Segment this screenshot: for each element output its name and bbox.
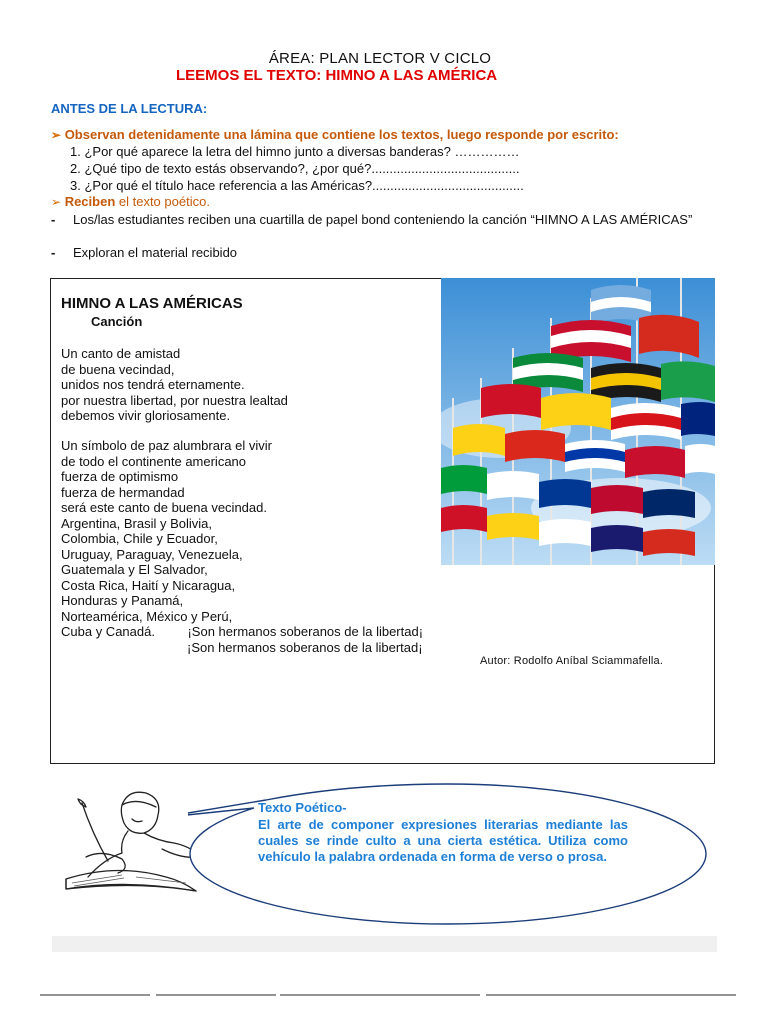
reading-title: LEEMOS EL TEXTO: HIMNO A LAS AMÉRICA bbox=[176, 67, 498, 84]
before-reading-heading: ANTES DE LA LECTURA: bbox=[51, 101, 208, 116]
poem-stanza-2: Un símbolo de paz alumbrara el vivir de todo el continente americano fuerza de optimismo fuerza de hermandad será este canto de buena vecindad. Argentina, Brasil y Bolivia, Colombia, Chile y Ecuador, Uruguay, Paraguay, Venezuela, Guatemala y El Salvador, Costa Rica, Haití y Nicaragua, Honduras y Panamá, Norteamérica, México y Perú, Cuba y Canadá. ¡Son hermanos soberanos de la libertad¡ bbox=[61, 438, 424, 639]
flags-photo bbox=[441, 278, 715, 565]
receive-bold: Reciben bbox=[64, 194, 116, 209]
callout-title: Texto Poético- bbox=[258, 800, 347, 815]
receive-rest: el texto poético. bbox=[115, 194, 210, 209]
callout-body: El arte de componer expresiones literarias mediante las cuales se rinde culto a una cierta estética. Utiliza como vehículo la palabra ordenada en forma de verso o prosa. bbox=[258, 817, 628, 864]
arrow-bullet-icon: ➢ bbox=[51, 195, 62, 209]
dash-bullet: - bbox=[51, 245, 56, 260]
list-item bbox=[51, 212, 715, 227]
receive-line bbox=[51, 194, 210, 209]
observe-instruction bbox=[51, 127, 619, 142]
question-1: 1. ¿Por qué aparece la letra del himno junto a diversas banderas? …………… bbox=[70, 144, 520, 159]
poem-subtitle: Canción bbox=[91, 314, 143, 329]
list-item bbox=[51, 245, 237, 260]
poem-stanza-1: Un canto de amistad de buena vecindad, unidos nos tendrá eternamente. por nuestra libertad, por nuestra lealtad debemos vivir gloriosamente. bbox=[61, 346, 288, 423]
poem-author: Autor: Rodolfo Aníbal Sciammafella. bbox=[480, 655, 664, 667]
question-3: 3. ¿Por qué el título hace referencia a las Américas?.......................................... bbox=[70, 178, 524, 193]
bottom-divider bbox=[40, 994, 736, 996]
question-2: 2. ¿Qué tipo de texto estás observando?, ¿por qué?......................................... bbox=[70, 161, 520, 176]
dash-bullet: - bbox=[51, 212, 56, 227]
list-item-text: Exploran el material recibido bbox=[73, 245, 238, 260]
list-item-text: Los/las estudiantes reciben una cuartilla de papel bond conteniendo la canción “HIMNO A LAS AMÉRICAS” bbox=[73, 212, 693, 227]
poem-title: HIMNO A LAS AMÉRICAS bbox=[61, 295, 243, 312]
divider-band bbox=[52, 936, 717, 952]
instruction-text: Observan detenidamente una lámina que contiene los textos, luego responde por escrito: bbox=[64, 127, 619, 142]
poem-refrain-repeat: ¡Son hermanos soberanos de la libertad¡ bbox=[187, 640, 423, 655]
arrow-bullet-icon: ➢ bbox=[51, 128, 62, 142]
area-title: ÁREA: PLAN LECTOR V CICLO bbox=[268, 50, 492, 67]
